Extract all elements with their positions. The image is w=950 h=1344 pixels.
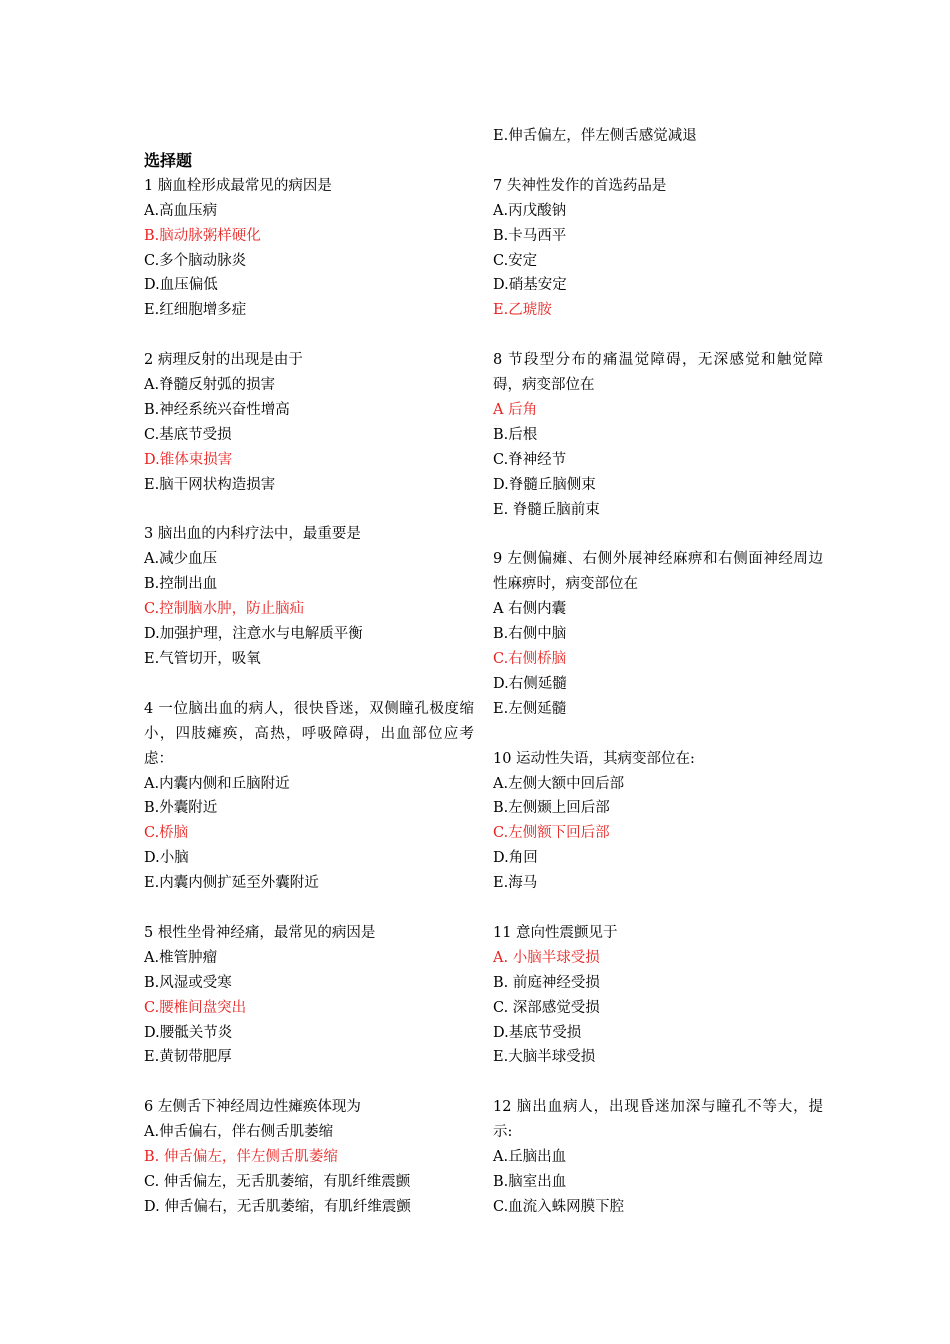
- question-block: [144, 1095, 474, 1220]
- option: A.减少血压: [144, 551, 218, 568]
- option: C.安定: [493, 252, 538, 269]
- answer-option: C.桥脑: [144, 825, 189, 842]
- option: E.内囊内侧扩延至外囊附近: [144, 875, 319, 892]
- answer-option: C.左侧额下回后部: [493, 825, 610, 842]
- answer-option: A 后角: [493, 401, 538, 418]
- option: D.角回: [493, 850, 538, 867]
- option: D.小脑: [144, 850, 189, 867]
- question-stem: 10 运动性失语，其病变部位在:: [493, 750, 695, 767]
- question-block: [493, 124, 823, 149]
- option: C. 深部感觉受损: [493, 999, 600, 1016]
- option: E.海马: [493, 875, 538, 892]
- option: E.脑干网状构造损害: [144, 476, 276, 493]
- option: D.硝基安定: [493, 277, 567, 294]
- question-stem: 4 一位脑出血的病人，很快昏迷，双侧瞳孔极度缩小，四肢瘫痪，高热，呼吸障碍，出血部位应考虑：: [144, 700, 474, 767]
- option: D.加强护理，注意水与电解质平衡: [144, 626, 363, 643]
- answer-option: C.控制脑水肿，防止脑疝: [144, 601, 305, 618]
- option: D.脊髓丘脑侧束: [493, 476, 596, 493]
- question-block: [493, 921, 823, 1070]
- option: B.风湿或受寒: [144, 974, 232, 991]
- option: B.左侧颞上回后部: [493, 800, 610, 817]
- question-block: [144, 522, 474, 671]
- question-stem: 1 脑血栓形成最常见的病因是: [144, 177, 332, 194]
- option: C.多个脑动脉炎: [144, 252, 247, 269]
- question-stem: 7 失神性发作的首选药品是: [493, 177, 667, 194]
- answer-option: D.锥体束损害: [144, 451, 233, 468]
- option: D.血压偏低: [144, 277, 218, 294]
- option: D.右侧延髓: [493, 675, 567, 692]
- question-block: [144, 921, 474, 1070]
- option: E.气管切开，吸氧: [144, 651, 261, 667]
- option: C.基底节受损: [144, 426, 232, 443]
- option: A.丙戊酸钠: [493, 202, 567, 219]
- option: E.左侧延髓: [493, 700, 567, 717]
- option: E.伸舌偏左，伴左侧舌感觉减退: [493, 128, 697, 144]
- option: B.卡马西平: [493, 227, 567, 244]
- question-block: [144, 348, 474, 497]
- question-stem: 8 节段型分布的痛温觉障碍，无深感觉和触觉障碍，病变部位在: [493, 352, 823, 394]
- blank-line: [144, 124, 474, 149]
- answer-option: B. 伸舌偏左，伴左侧舌肌萎缩: [144, 1149, 338, 1166]
- option: B.后根: [493, 426, 538, 443]
- option: E.红细胞增多症: [144, 302, 247, 319]
- option: A.高血压病: [144, 202, 218, 219]
- option: A 右侧内囊: [493, 601, 567, 618]
- option: A.丘脑出血: [493, 1149, 567, 1166]
- option: A.伸舌偏右，伴右侧舌肌萎缩: [144, 1124, 334, 1141]
- option: A.脊髓反射弧的损害: [144, 377, 276, 394]
- question-block: [144, 697, 474, 896]
- option: B.右侧中脑: [493, 626, 567, 643]
- question-block: [493, 348, 823, 522]
- question-stem: 3 脑出血的内科疗法中，最重要是: [144, 526, 361, 543]
- option: B.脑室出血: [493, 1173, 567, 1190]
- question-stem: 5 根性坐骨神经痛，最常见的病因是: [144, 924, 376, 941]
- answer-option: C.腰椎间盘突出: [144, 999, 247, 1016]
- question-stem: 6 左侧舌下神经周边性瘫痪体现为: [144, 1099, 361, 1116]
- option: C.血流入蛛网膜下腔: [493, 1198, 625, 1215]
- option: B.控制出血: [144, 576, 218, 593]
- question-stem: 12 脑出血病人，出现昏迷加深与瞳孔不等大，提示:: [493, 1099, 823, 1141]
- answer-option: B.脑动脉粥样硬化: [144, 227, 261, 244]
- option: C. 伸舌偏左，无舌肌萎缩，有肌纤维震颤: [144, 1173, 411, 1190]
- answer-option: C.右侧桥脑: [493, 650, 567, 667]
- option: D.基底节受损: [493, 1024, 582, 1041]
- option: D. 伸舌偏右，无舌肌萎缩，有肌纤维震颤: [144, 1198, 411, 1215]
- section-heading: 选择题: [144, 150, 193, 170]
- question-block: [144, 174, 474, 323]
- question-block: [493, 1095, 823, 1220]
- question-block: [493, 174, 823, 323]
- left-column: [144, 124, 474, 1220]
- option: E.黄韧带肥厚: [144, 1049, 232, 1066]
- option: B.外囊附近: [144, 800, 218, 817]
- option: D.腰骶关节炎: [144, 1024, 233, 1041]
- answer-option: E.乙琥胺: [493, 302, 552, 319]
- answer-option: A. 小脑半球受损: [493, 949, 600, 966]
- question-block: [493, 547, 823, 721]
- option: A.内囊内侧和丘脑附近: [144, 775, 290, 792]
- option: A.椎管肿瘤: [144, 949, 218, 966]
- option: A.左侧大额中回后部: [493, 775, 625, 792]
- question-stem: 2 病理反射的出现是由于: [144, 352, 303, 369]
- option: B. 前庭神经受损: [493, 974, 600, 991]
- question-block: [493, 747, 823, 896]
- option: E.大脑半球受损: [493, 1049, 596, 1066]
- option: B.神经系统兴奋性增高: [144, 401, 290, 418]
- question-stem: 9 左侧偏瘫、右侧外展神经麻痹和右侧面神经周边性麻痹时，病变部位在: [493, 551, 823, 593]
- option: C.脊神经节: [493, 451, 567, 468]
- right-column: [493, 124, 823, 1220]
- option: E. 脊髓丘脑前束: [493, 501, 600, 518]
- question-stem: 11 意向性震颤见于: [493, 924, 618, 941]
